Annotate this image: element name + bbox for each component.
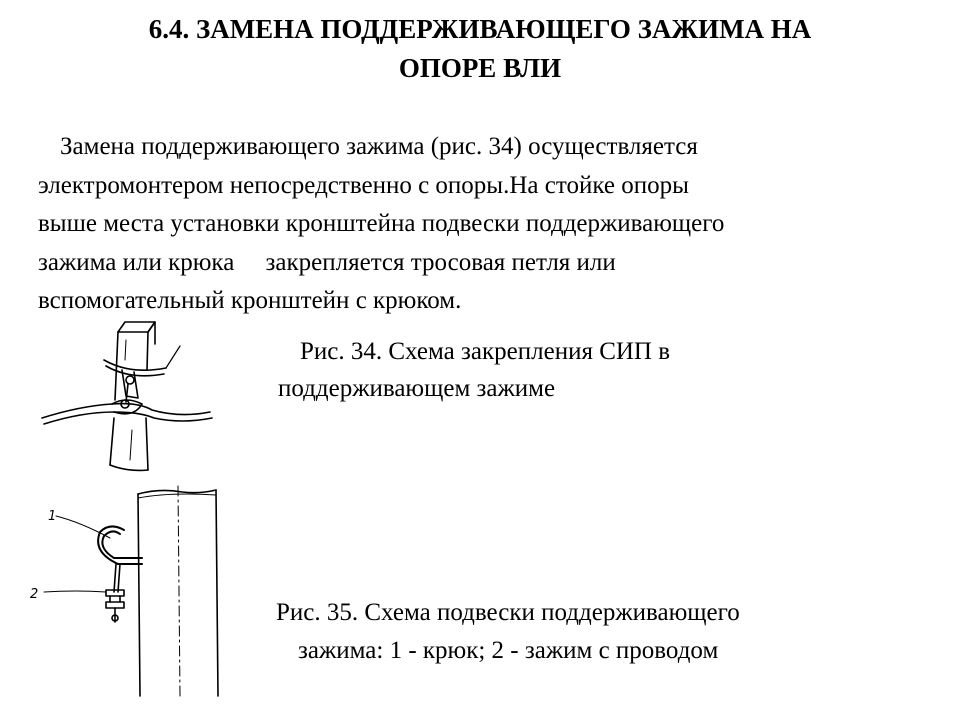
slide-title: [60, 10, 900, 88]
figure-35-label-2: 2: [30, 587, 39, 602]
figure-34-caption-line-1: Рис. 34. Схема закрепления СИП в: [300, 338, 671, 365]
body-line-1: Замена поддерживающего зажима (рис. 34) осуществляется: [60, 133, 698, 160]
body-line-2: электромонтером непосредственно с опоры.На стойке опоры: [38, 171, 689, 199]
figure-35-caption-line-1: Рис. 35. Схема подвески поддерживающего: [276, 599, 740, 626]
body-line-5: вспомогательный кронштейн с крюком.: [38, 287, 462, 314]
figure-35-drawing: [20, 478, 230, 698]
title-line-2: ОПОРЕ ВЛИ: [398, 53, 562, 83]
body-paragraph: [38, 128, 938, 321]
body-line-3: выше места установки кронштейна подвески поддерживающего: [38, 210, 725, 237]
figure-35-caption-line-2: зажима: 1 - крюк; 2 - зажим с проводом: [298, 637, 719, 664]
title-line-1: 6.4. ЗАМЕНА ПОДДЕРЖИВАЮЩЕГО ЗАЖИМА НА: [148, 14, 812, 44]
figure-34-caption-line-2: поддерживающем зажиме: [278, 375, 556, 402]
figure-35-label-1: 1: [48, 509, 57, 524]
figure-34-drawing: [30, 300, 230, 480]
body-line-4: зажима или крюка закрепляется тросовая петля или: [38, 248, 616, 276]
